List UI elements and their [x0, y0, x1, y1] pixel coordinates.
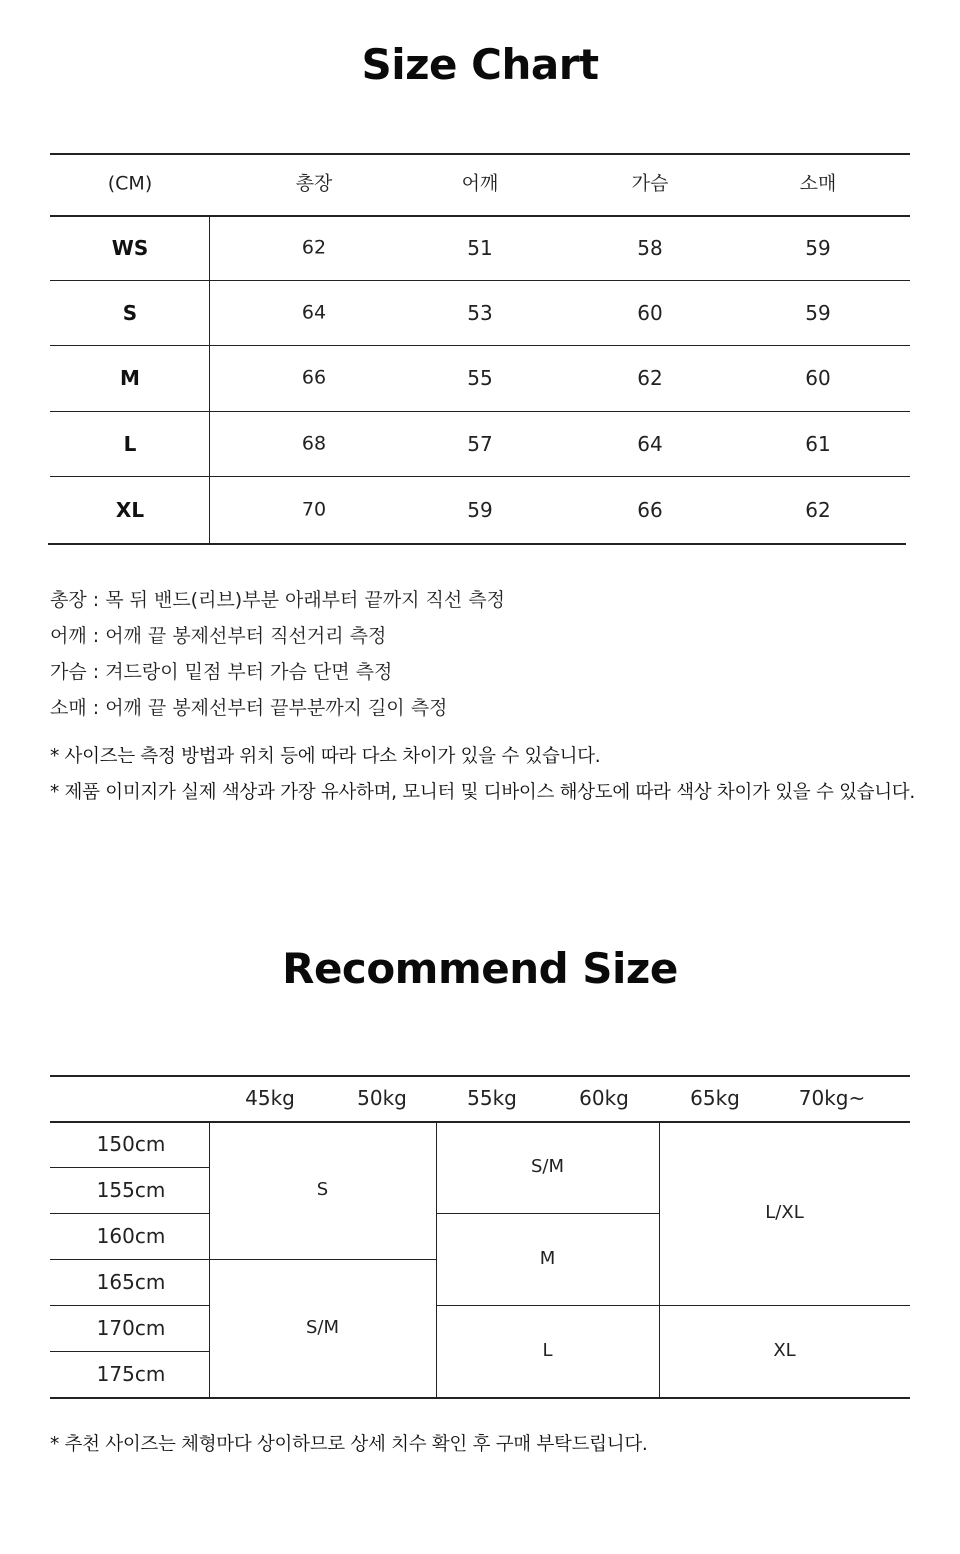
- recommended-size: L: [542, 1340, 553, 1361]
- grid-line: [50, 1397, 910, 1399]
- table-cell: 60: [637, 300, 663, 325]
- weight-header: 50kg: [357, 1086, 407, 1110]
- disclaimer-notes: [50, 739, 915, 811]
- table-cell: 59: [805, 300, 831, 325]
- table-cell: 66: [637, 497, 663, 522]
- table-cell: 64: [301, 301, 327, 323]
- size-label: WS: [111, 235, 149, 260]
- height-label: 155cm: [96, 1178, 166, 1202]
- recommended-size: M: [539, 1248, 556, 1269]
- grid-line: [50, 1351, 209, 1352]
- table-cell: 60: [805, 366, 831, 390]
- table-header-cell: (CM): [107, 172, 153, 195]
- table-header-cell: 소매: [799, 172, 837, 195]
- table-cell: 62: [805, 497, 831, 522]
- table-cell: 55: [467, 366, 493, 390]
- grid-line: [209, 1121, 210, 1397]
- grid-line: [50, 1305, 209, 1306]
- table-cell: 66: [301, 366, 327, 389]
- disclaimer-color: * 제품 이미지가 실제 색상과 가장 유사하며, 모니터 및 디바이스 해상도에 따라 색상 차이가 있을 수 있습니다.: [50, 782, 915, 803]
- grid-line: [436, 1305, 910, 1306]
- size-label: XL: [115, 497, 145, 522]
- measurement-notes: [50, 582, 505, 726]
- weight-header: 45kg: [245, 1086, 295, 1110]
- grid-line: [436, 1121, 437, 1397]
- grid-line: [50, 1121, 910, 1123]
- recommended-size: XL: [773, 1340, 796, 1361]
- height-label: 160cm: [96, 1224, 166, 1248]
- height-label: 165cm: [96, 1270, 166, 1294]
- grid-line: [50, 1213, 209, 1214]
- note-chest: 가슴 : 겨드랑이 밑점 부터 가슴 단면 측정: [50, 661, 393, 683]
- grid-line: [50, 1167, 209, 1168]
- weight-header: 70kg~: [798, 1086, 866, 1110]
- table-cell: 62: [301, 236, 327, 258]
- recommend-footnote: * 추천 사이즈는 체형마다 상이하므로 상세 치수 확인 후 구매 부탁드립니다.: [50, 1434, 648, 1455]
- table-header-cell: 어깨: [461, 172, 499, 195]
- table-rule: [50, 280, 910, 281]
- grid-line: [50, 1075, 910, 1077]
- table-cell: 70: [301, 498, 327, 520]
- recommended-size: S/M: [530, 1156, 565, 1177]
- table-cell: 51: [467, 235, 493, 260]
- recommended-size: L/XL: [765, 1202, 804, 1223]
- table-cell: 57: [467, 431, 493, 456]
- recommend-size-title: Recommend Size: [282, 944, 678, 993]
- table-rule: [50, 476, 910, 477]
- table-rule: [50, 153, 910, 155]
- note-shoulder: 어깨 : 어깨 끝 봉제선부터 직선거리 측정: [50, 625, 387, 647]
- table-cell: 68: [301, 432, 327, 454]
- size-chart-title: Size Chart: [361, 40, 599, 89]
- disclaimer-measurement: * 사이즈는 측정 방법과 위치 등에 따라 다소 차이가 있을 수 있습니다.: [50, 746, 601, 767]
- table-rule: [50, 215, 910, 217]
- table-cell: 58: [637, 235, 663, 260]
- table-header-cell: 가슴: [631, 172, 669, 195]
- table-cell: 61: [805, 431, 831, 456]
- table-rule: [50, 411, 910, 412]
- size-label: S: [122, 300, 138, 325]
- recommended-size: S/M: [305, 1317, 340, 1338]
- table-rule: [48, 543, 906, 545]
- table-cell: 59: [805, 235, 831, 260]
- weight-header: 55kg: [467, 1086, 517, 1110]
- table-cell: 53: [467, 300, 493, 325]
- table-column-divider: [209, 215, 210, 543]
- grid-line: [209, 1259, 436, 1260]
- weight-header: 65kg: [690, 1086, 740, 1110]
- weight-header: 60kg: [579, 1086, 629, 1110]
- table-cell: 62: [637, 366, 663, 390]
- grid-line: [659, 1121, 660, 1397]
- note-length: 총장 : 목 뒤 밴드(리브)부분 아래부터 끝까지 직선 측정: [50, 589, 505, 611]
- height-label: 175cm: [96, 1362, 166, 1386]
- height-label: 170cm: [96, 1316, 166, 1340]
- table-header-cell: 총장: [295, 172, 333, 195]
- table-cell: 64: [637, 431, 663, 456]
- grid-line: [436, 1213, 659, 1214]
- grid-line: [50, 1259, 209, 1260]
- table-cell: 59: [467, 497, 493, 522]
- recommend-size-table: [50, 1075, 910, 1399]
- size-label: L: [123, 431, 137, 456]
- height-label: 150cm: [96, 1132, 166, 1156]
- recommended-size: S: [316, 1179, 329, 1200]
- size-chart-table: [50, 153, 910, 545]
- size-label: M: [120, 366, 140, 390]
- table-rule: [50, 345, 910, 346]
- note-sleeve: 소매 : 어깨 끝 봉제선부터 끝부분까지 길이 측정: [50, 697, 448, 719]
